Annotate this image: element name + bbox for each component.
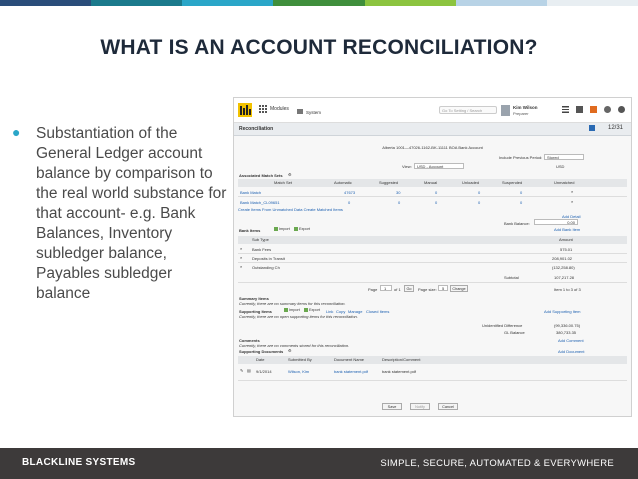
gear-icon[interactable]: ⚙ bbox=[288, 172, 292, 177]
search-icon[interactable]: ⌕ bbox=[240, 255, 243, 260]
unidentified-value: (99,336.00.75) bbox=[554, 323, 581, 328]
match-set-link[interactable]: Bank Match_CL09651 bbox=[240, 200, 280, 205]
col-header: Sub Type bbox=[252, 237, 269, 242]
gear-icon[interactable]: ⚙ bbox=[288, 348, 292, 353]
modules-grid-icon[interactable] bbox=[259, 105, 267, 113]
attachment-icon[interactable]: ✎ bbox=[240, 368, 244, 373]
match-cell[interactable]: 0 bbox=[398, 200, 401, 205]
user-name[interactable]: Kim Wilson bbox=[513, 105, 538, 110]
list-icon[interactable] bbox=[562, 106, 569, 113]
match-cell[interactable]: 0 bbox=[435, 200, 438, 205]
divider bbox=[238, 262, 627, 263]
subtotal-value: 107,217.28 bbox=[554, 275, 575, 280]
view-label: View: bbox=[402, 164, 412, 169]
search-icon[interactable]: ⌕ bbox=[571, 199, 574, 204]
supporting-heading: Supporting Items bbox=[239, 309, 272, 314]
search-icon[interactable]: ⌕ bbox=[240, 264, 243, 269]
mail-icon[interactable] bbox=[576, 106, 583, 113]
match-set-link[interactable]: Bank Match bbox=[240, 190, 262, 195]
col-header: Match Set bbox=[274, 180, 293, 185]
app-screenshot bbox=[233, 97, 632, 417]
closed-items-link[interactable]: Closed Items bbox=[366, 309, 390, 314]
summary-note: Currently, there are no summary items for this reconciliation. bbox=[239, 301, 346, 306]
modules-label[interactable]: Modules bbox=[270, 106, 289, 112]
import-button[interactable]: Import bbox=[274, 226, 290, 233]
page-input[interactable]: 1 bbox=[380, 285, 392, 291]
comments-note: Currently, there are no comments stored for this reconciliation. bbox=[239, 343, 350, 348]
page-size-label: Page size: bbox=[418, 287, 437, 292]
match-cell[interactable]: 0 bbox=[478, 190, 481, 195]
search-icon[interactable]: ⌕ bbox=[571, 189, 574, 194]
document-description: bank statement.pdf bbox=[382, 369, 417, 374]
blackline-logo-icon bbox=[238, 103, 252, 117]
export-button[interactable]: Export bbox=[304, 307, 320, 314]
match-cell[interactable]: 0 bbox=[435, 190, 438, 195]
bank-item-type: Bank Fees bbox=[252, 247, 272, 252]
documents-heading: Supporting Documents bbox=[239, 349, 284, 354]
col-header: Suggested bbox=[379, 180, 399, 185]
unidentified-label: Unidentified Difference bbox=[482, 323, 523, 328]
col-header: Unmatched bbox=[554, 180, 575, 185]
page-title: Reconciliation bbox=[239, 126, 274, 132]
col-header: Document Name bbox=[334, 357, 365, 362]
manage-link[interactable]: Manage bbox=[348, 309, 363, 314]
system-icon[interactable] bbox=[296, 107, 304, 115]
match-cell[interactable]: 0 bbox=[478, 200, 481, 205]
save-button[interactable]: Save bbox=[382, 403, 402, 410]
bank-item-type: Deposits in Transit bbox=[252, 256, 285, 261]
export-button[interactable]: Export bbox=[294, 226, 310, 233]
include-prev-select[interactable]: Stored bbox=[544, 154, 584, 160]
bullet-dot-icon: ● bbox=[12, 124, 21, 140]
strip-segment bbox=[547, 0, 638, 6]
bank-item-type: Outstanding Ch bbox=[252, 265, 280, 270]
import-button[interactable]: Import bbox=[284, 307, 300, 314]
top-color-strip bbox=[0, 0, 638, 6]
col-header: Unloaded bbox=[462, 180, 480, 185]
comments-heading: Comments bbox=[239, 338, 260, 343]
bank-item-amount: (132,258.80) bbox=[552, 265, 575, 270]
copy-link[interactable]: Copy bbox=[336, 309, 346, 314]
page-title-bar bbox=[234, 123, 631, 136]
match-cell[interactable]: 0 bbox=[520, 190, 523, 195]
add-detail-link[interactable]: Add Detail bbox=[562, 214, 581, 219]
match-cell[interactable]: 30 bbox=[396, 190, 401, 195]
period-selector[interactable]: 12/31 bbox=[607, 125, 623, 131]
app-header bbox=[234, 98, 631, 123]
add-comment-link[interactable]: Add Comment bbox=[558, 338, 584, 343]
help-icon[interactable] bbox=[618, 106, 625, 113]
gl-balance-value: 380,733.35 bbox=[556, 330, 577, 335]
pager-items: Item 1 to 3 of 3 bbox=[554, 287, 581, 292]
calendar-icon[interactable] bbox=[589, 125, 595, 131]
strip-segment bbox=[182, 0, 273, 6]
page-of-label: of 1 bbox=[394, 287, 401, 292]
divider bbox=[238, 253, 627, 254]
gear-icon[interactable] bbox=[604, 106, 611, 113]
account-line: Alberta 1001—47026-1162-BK-11111 BOA Bank Account bbox=[382, 145, 483, 150]
change-button[interactable]: Change bbox=[450, 285, 468, 292]
match-cell[interactable]: 0 bbox=[520, 200, 523, 205]
strip-segment bbox=[456, 0, 547, 6]
create-items-links[interactable]: Create Items From Unmatched Data Create Matched Items bbox=[238, 207, 343, 212]
add-bank-item-link[interactable]: Add Bank Item bbox=[554, 227, 581, 232]
bank-items-heading: Bank Items bbox=[239, 228, 261, 233]
col-header: Date bbox=[256, 357, 265, 362]
match-cell[interactable]: 0 bbox=[348, 200, 351, 205]
add-document-link[interactable]: Add Document bbox=[558, 349, 585, 354]
header-icons bbox=[562, 106, 625, 113]
page-label: Page bbox=[368, 287, 378, 292]
slide-title: WHAT IS AN ACCOUNT RECONCILIATION? bbox=[100, 36, 538, 59]
include-prev-label: Include Previous Period: bbox=[499, 155, 543, 160]
cancel-button[interactable]: Cancel bbox=[438, 403, 458, 410]
footer-tagline: SIMPLE, SECURE, AUTOMATED & EVERYWHERE bbox=[380, 458, 614, 469]
strip-segment bbox=[0, 0, 91, 6]
bullet-text: Substantiation of the General Ledger account balance by comparison to the real world substance for that account- e.g. Bank Balances, Inventory subledger balance, Payables subledger balance bbox=[36, 125, 227, 302]
match-sets-heading: Associated Match Sets bbox=[239, 173, 283, 178]
strip-segment bbox=[273, 0, 364, 6]
user-role: Preparer bbox=[513, 111, 529, 116]
gl-balance-label: GL Balance bbox=[504, 330, 525, 335]
summary-heading: Summary Items bbox=[239, 296, 269, 301]
search-icon[interactable]: ⌕ bbox=[240, 246, 243, 251]
match-cell[interactable]: 47673 bbox=[344, 190, 356, 195]
divider bbox=[238, 380, 627, 381]
document-name[interactable]: bank statement.pdf bbox=[334, 369, 369, 374]
footer-bar bbox=[0, 448, 638, 479]
col-header: Description/Comment bbox=[382, 357, 421, 362]
view-select[interactable]: USD - Account bbox=[414, 163, 464, 169]
document-submitter[interactable]: Wilson, Kim bbox=[288, 369, 310, 374]
bullet-point bbox=[12, 124, 230, 304]
col-header: Submitted By bbox=[288, 357, 312, 362]
alert-icon[interactable] bbox=[590, 106, 597, 113]
divider bbox=[238, 282, 627, 283]
currency-label: USD bbox=[556, 164, 565, 169]
footer-brand: BLACKLINE SYSTEMS bbox=[22, 457, 136, 468]
avatar bbox=[501, 105, 510, 116]
col-header: Suspended bbox=[502, 180, 523, 185]
supporting-note: Currently, there are no open supporting items for this reconciliation. bbox=[239, 314, 358, 319]
notify-button[interactable]: Notify bbox=[410, 403, 430, 410]
col-header: Amount bbox=[559, 237, 573, 242]
bank-item-amount: 208,901.02 bbox=[552, 256, 573, 261]
document-file-icon: ▤ bbox=[247, 368, 251, 373]
subtotal-label: Subtotal bbox=[504, 275, 519, 280]
bank-balance-label: Bank Balance: bbox=[504, 221, 530, 226]
divider bbox=[238, 196, 627, 197]
document-date: 9/1/2014 bbox=[256, 369, 272, 374]
search-input[interactable]: Go To Setting / Search bbox=[439, 106, 497, 114]
go-button[interactable]: Go bbox=[404, 285, 414, 292]
bank-item-amount: 575.01 bbox=[560, 247, 573, 252]
system-label[interactable]: System bbox=[306, 110, 322, 115]
strip-segment bbox=[365, 0, 456, 6]
page-size-input[interactable]: 5 bbox=[438, 285, 448, 291]
col-header: Manual bbox=[424, 180, 438, 185]
bank-balance-input[interactable]: 0.00 bbox=[534, 219, 578, 225]
link-link[interactable]: Link bbox=[326, 309, 334, 314]
add-supporting-link[interactable]: Add Supporting Item bbox=[544, 309, 581, 314]
col-header: Automatic bbox=[334, 180, 352, 185]
strip-segment bbox=[91, 0, 182, 6]
